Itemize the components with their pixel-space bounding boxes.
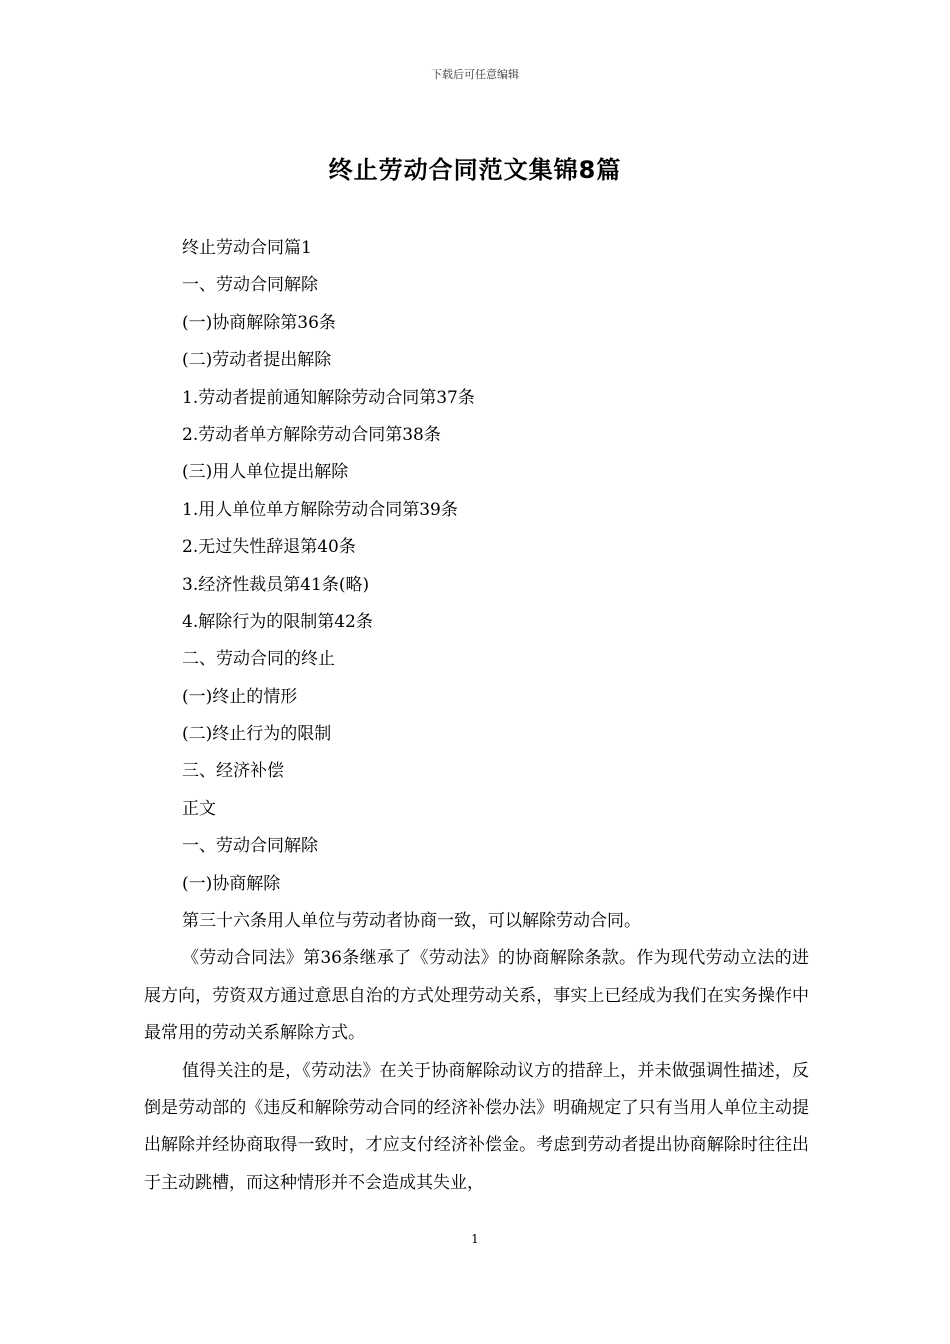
outline-line: (一)终止的情形 xyxy=(182,686,298,707)
outline-line: 2.无过失性辞退第40条 xyxy=(182,537,356,558)
outline-line: (二)劳动者提出解除 xyxy=(182,350,332,371)
body-paragraph: 值得关注的是，《劳动法》在关于协商解除动议方的措辞上，并未做强调性描述，反倒是劳动部的《违反和解除劳动合同的经济补偿办法》明确规定了只有当用人单位主动提出解除并经协商取得一致时，才应支付经济补偿金。考虑到劳动者提出协商解除时往往出于主动跳槽，而这种情形并不会造成其失业， xyxy=(144,1060,809,1193)
outline-line: 2.劳动者单方解除劳动合同第38条 xyxy=(182,424,441,445)
body-paragraph: 《劳动合同法》第36条继承了《劳动法》的协商解除条款。作为现代劳动立法的进展方向，劳资双方通过意思自治的方式处理劳动关系，事实上已经成为我们在实务操作中最常用的劳动关系解除方式。 xyxy=(144,948,809,1044)
outline-line: 一、劳动合同解除 xyxy=(182,836,318,857)
page-header-note: 下载后可任意编辑 xyxy=(431,68,519,81)
outline-line: (一)协商解除 xyxy=(182,873,281,894)
document-title: 终止劳动合同范文集锦8篇 xyxy=(328,156,622,184)
outline-line: (一)协商解除第36条 xyxy=(182,312,336,333)
outline-line: (二)终止行为的限制 xyxy=(182,724,332,745)
outline-line: 一、劳动合同解除 xyxy=(182,275,318,296)
outline-line: 二、劳动合同的终止 xyxy=(182,649,335,670)
outline-line: 三、经济补偿 xyxy=(182,761,284,782)
outline-line: 4.解除行为的限制第42条 xyxy=(182,611,373,632)
outline-line: 1.用人单位单方解除劳动合同第39条 xyxy=(182,499,458,520)
outline-line: 正文 xyxy=(182,798,216,819)
outline-line: 1.劳动者提前通知解除劳动合同第37条 xyxy=(182,387,475,408)
document-body xyxy=(144,230,809,1202)
outline-line: 终止劳动合同篇1 xyxy=(182,238,312,258)
outline-line: 第三十六条用人单位与劳动者协商一致，可以解除劳动合同。 xyxy=(182,911,641,932)
page-number: 1 xyxy=(471,1232,479,1246)
outline-line: (三)用人单位提出解除 xyxy=(182,462,349,483)
outline-line: 3.经济性裁员第41条(略) xyxy=(182,574,370,595)
